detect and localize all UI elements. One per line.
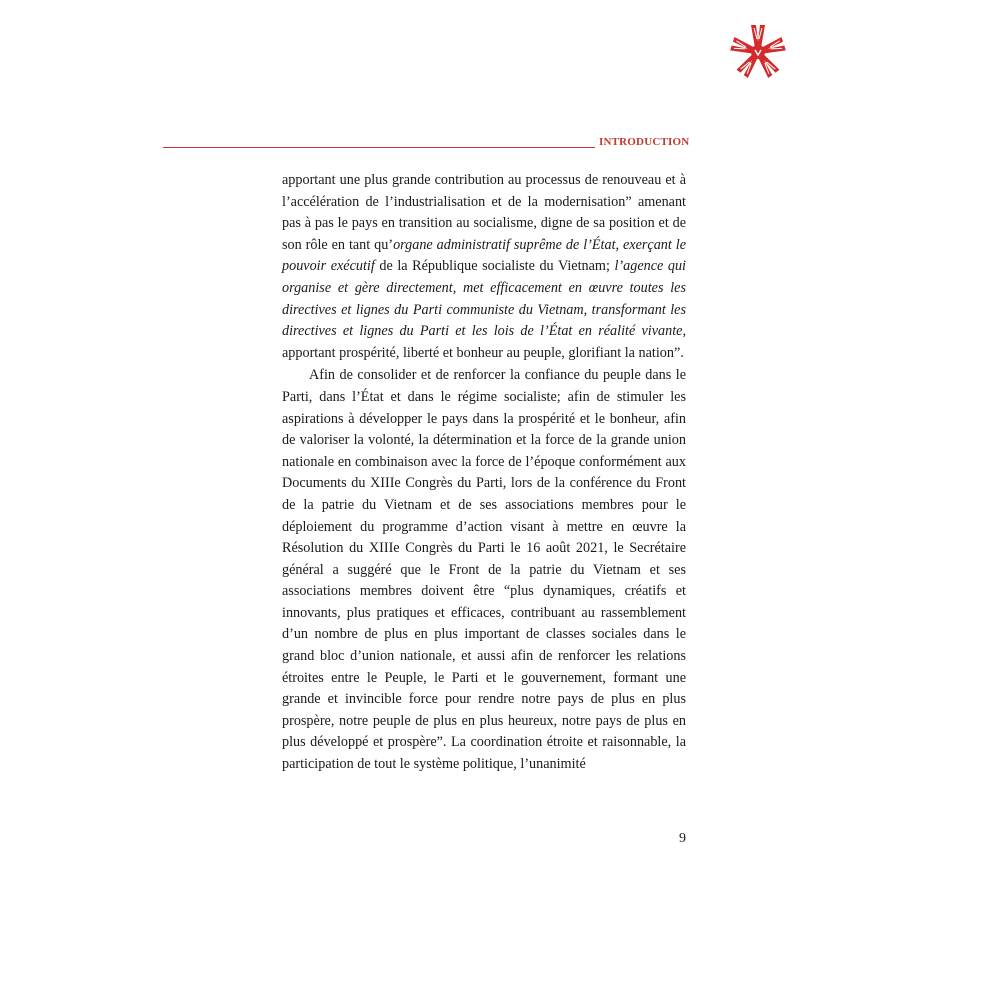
red-star-emblem-icon [728, 22, 788, 82]
paragraph-1-italic-segment: organe administratif suprême de l’État, exerçant le pouvoir exécutif [282, 236, 687, 275]
paragraph-1-italic-segment: l’agence qui organise et gère directement, met efficacement en œuvre toutes les directives et lignes du Parti communiste du Vietnam, transformant les directives et lignes du Parti et les lois de l’État en réalité vivante [282, 258, 686, 340]
paragraph-2-segment: Afin de consolider et de renforcer la confiance du peuple dans le Parti, dans l’État et dans le régime socialiste; afin de stimuler les aspirations à développer le pays dans la prospérité et le bonheur, afin de valoriser la volonté, la détermination et la force de la grande union nationale en combinaison avec la force de l’époque conformément aux Documents du XIIIe Congrès du Parti, lors de la conférence du Front de la patrie du Vietnam et de ses associations membres pour le déploiement du programme d’action visant à mettre en œuvre la Résolution du XIIIe Congrès du Parti le 16 août 2021, le Secrétaire général a suggéré que le Front de la patrie du Vietnam et ses associations membres doivent être “plus dynamiques, créatifs et innovants, plus pratiques et efficaces, contribuant au rassemblement d’un nombre de plus en plus important de classes sociales dans le grand bloc d’union nationale, et aussi afin de renforcer les relations étroites entre le Peuple, le Parti et le gouvernement, formant une grande et invincible force pour rendre notre pays de plus en plus prospère, notre peuple de plus en plus heureux, notre pays de plus en plus développé et prospère”. La coordination étroite et raisonnable, la participation de tout le système politique, l’unanimité [282, 367, 686, 773]
paragraph-1 [282, 170, 686, 364]
paragraph-2 [282, 365, 686, 775]
body-text [282, 170, 686, 776]
paragraph-1-segment: apportant une plus grande contribution au processus de renouveau et à l’accélération de l’industrialisation et de la modernisation” amenant pas à pas le pays en transition au socialisme, digne de sa position et de son rôle en tant qu’ [282, 172, 686, 253]
page-number: 9 [679, 831, 686, 846]
paragraph-1-segment: , apportant prospérité, liberté et bonheur au peuple, glorifiant la nation”. [282, 323, 686, 361]
paragraph-1-segment: de la République socialiste du Vietnam; [374, 258, 615, 275]
chapter-title: INTRODUCTION [599, 136, 690, 148]
header-rule [163, 147, 595, 148]
